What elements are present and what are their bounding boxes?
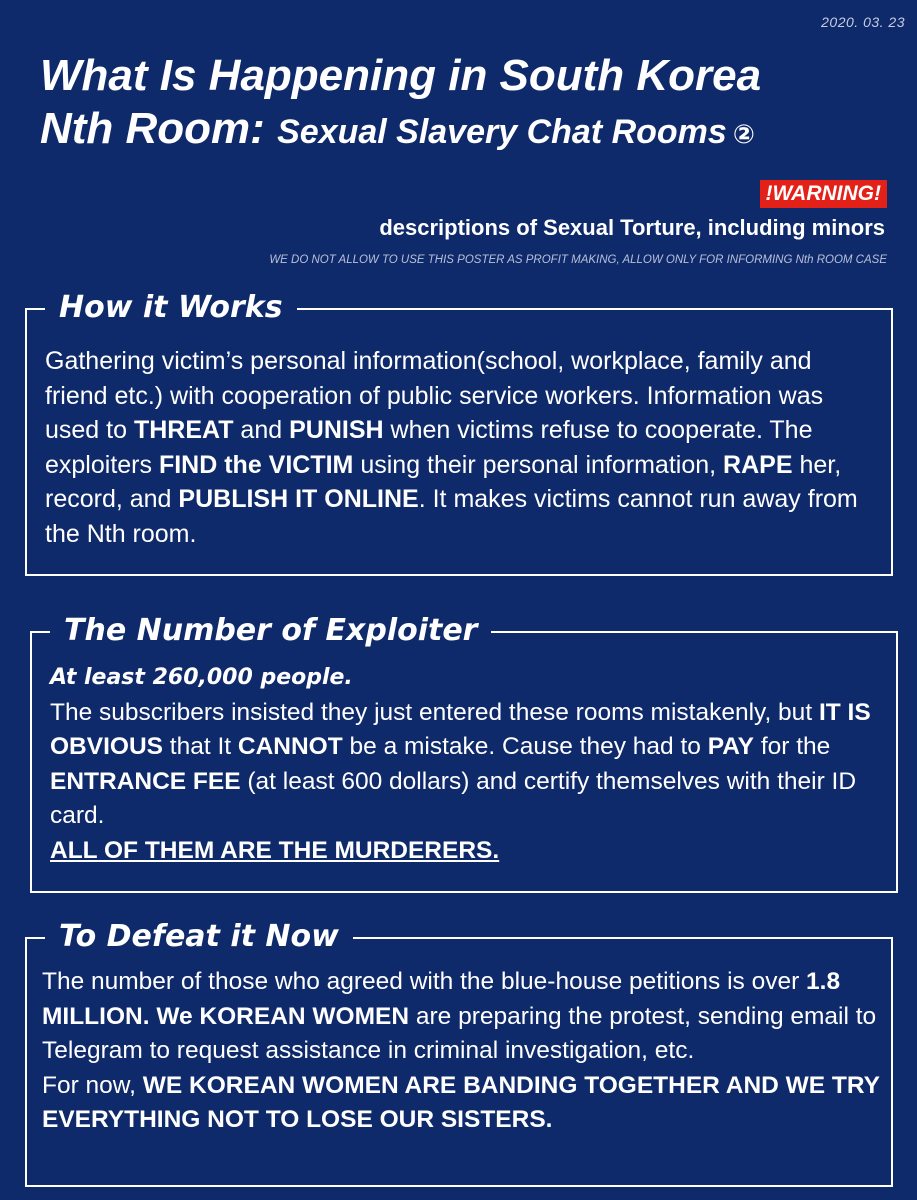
body-text: . It makes victims cannot run away from the Nth room. [45, 485, 858, 548]
body-text: The number of those who agreed with the blue-house petitions is over [42, 968, 807, 995]
emphasis-text: IT IS OBVIOUS [50, 698, 871, 760]
emphasis-text: 1.8 MILLION. We KOREAN WOMEN [42, 968, 841, 1030]
emphasis-text: PUNISH [289, 416, 384, 444]
poster-title [40, 50, 761, 156]
closing-statement: ALL OF THEM ARE THE MURDERERS. [50, 836, 500, 864]
number-of-exploiter-section [30, 613, 898, 893]
to-defeat-it-now-section [25, 919, 893, 1187]
emphasis-text: PAY [707, 733, 755, 760]
body-text: when victims refuse to cooperate. The exploiters [45, 416, 813, 479]
section-body [45, 344, 881, 551]
emphasis-text: ENTRANCE FEE [50, 767, 241, 795]
emphasis-text: WE KOREAN WOMEN ARE BANDING TOGETHER AND WE TRY EVERYTHING NOT TO LOSE OUR SISTERS. [42, 1071, 880, 1133]
section-heading: How it Works [45, 286, 297, 330]
body-text: The subscribers insisted they just entered these rooms mistakenly, but [50, 698, 819, 726]
body-text: for the [754, 733, 831, 760]
section-heading: The Number of Exploiter [50, 609, 491, 653]
body-text: her, record, and [45, 450, 842, 513]
title-main: Nth Room: [40, 103, 265, 153]
title-line-1: What Is Happening in South Korea [40, 51, 762, 100]
title-line-2 [40, 103, 761, 156]
body-text: that It [163, 733, 238, 760]
date-stamp: 2020. 03. 23 [821, 14, 905, 30]
lead-statement: At least 260,000 people. [50, 665, 353, 690]
body-text: Gathering victim’s personal information(school, workplace, family and friend etc.) with cooperation of public service workers. Information was used to [45, 347, 824, 444]
emphasis-text: RAPE [723, 450, 793, 479]
warning-badge: !WARNING! [760, 180, 887, 208]
usage-notice: WE DO NOT ALLOW TO USE THIS POSTER AS PROFIT MAKING, ALLOW ONLY FOR INFORMING Nth ROOM CASE [269, 254, 887, 266]
emphasis-text: THREAT [133, 416, 234, 444]
body-text: using their personal information, [353, 450, 724, 479]
section-heading: To Defeat it Now [45, 915, 353, 959]
emphasis-text: FIND the VICTIM [158, 450, 354, 479]
title-subtitle: Sexual Slavery Chat Rooms [277, 112, 727, 151]
circled-number: ② [732, 118, 755, 149]
body-text: For now, [42, 1071, 143, 1099]
section-body [50, 661, 886, 868]
body-text: be a mistake. Cause they had to [342, 733, 708, 760]
body-text: and [233, 416, 290, 444]
body-text: (at least 600 dollars) and certify themselves with their ID card. [50, 767, 857, 829]
section-body [42, 965, 885, 1138]
body-text: are preparing the protest, sending email to Telegram to request assistance in criminal investigation, etc. [42, 1002, 877, 1064]
content-warning-text: descriptions of Sexual Torture, including minors [379, 215, 885, 240]
emphasis-text: CANNOT [237, 733, 343, 760]
emphasis-text: PUBLISH IT ONLINE [178, 485, 419, 513]
how-it-works-section [25, 290, 893, 576]
